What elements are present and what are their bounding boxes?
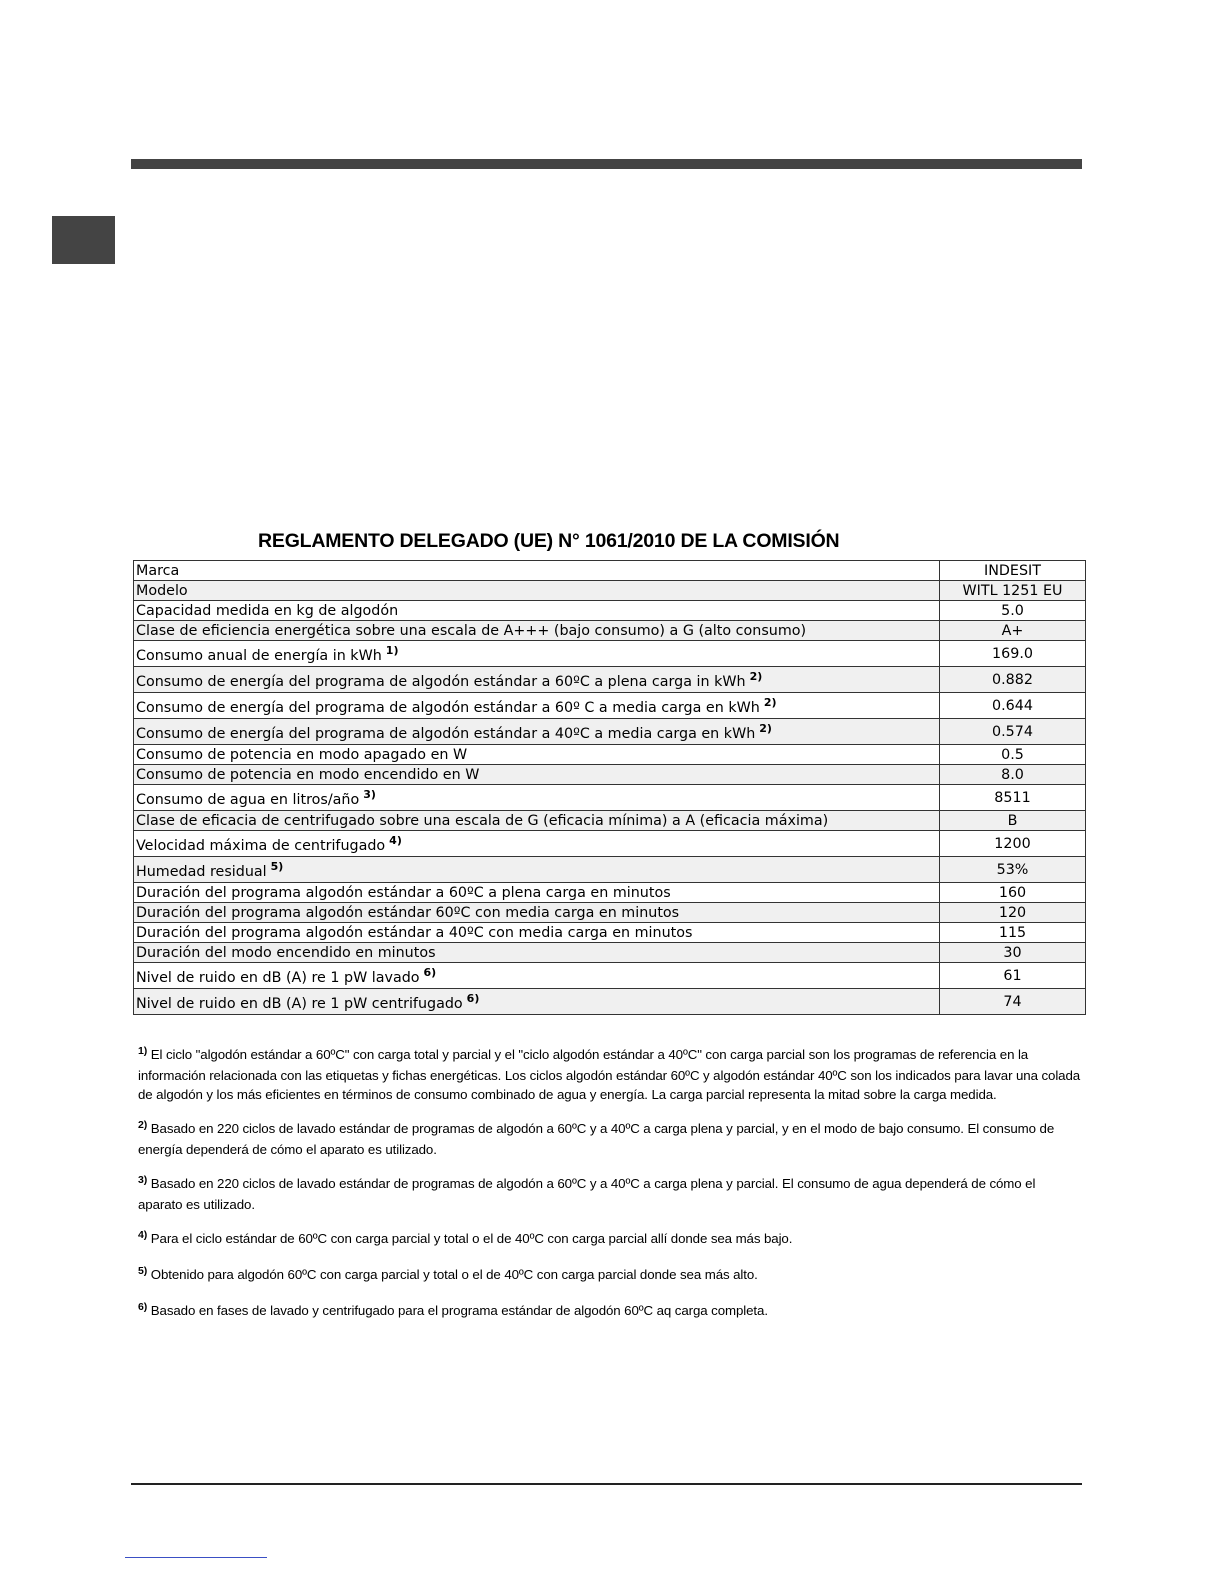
table-row — [134, 883, 1086, 903]
footnote-mark: 2) — [138, 1119, 148, 1131]
footnote-text: Basado en 220 ciclos de lavado estándar de programas de algodón a 60ºC y a 40ºC a carga plena y parcial, y en el modo de bajo consumo. El consumo de energía dependerá de cómo el aparato es utilizado. — [138, 1121, 1055, 1157]
row-label: Humedad residual $^{5)}$ — [134, 857, 940, 883]
footnote — [138, 1265, 1083, 1286]
row-value: 1200 — [940, 831, 1086, 857]
footnote-mark: 4) — [138, 1229, 148, 1241]
row-label: Nivel de ruido en dB (A) re 1 pW centrifugado $^{6)}$ — [134, 989, 940, 1015]
row-value: WITL 1251 EU — [940, 581, 1086, 601]
row-label: Nivel de ruido en dB (A) re 1 pW lavado $^{6)}$ — [134, 963, 940, 989]
footnote — [138, 1119, 1083, 1159]
footnote — [138, 1045, 1083, 1104]
row-value: 120 — [940, 903, 1086, 923]
row-label: Capacidad medida en kg de algodón — [134, 601, 940, 621]
table-row — [134, 621, 1086, 641]
table-row — [134, 963, 1086, 989]
row-value: 8511 — [940, 785, 1086, 811]
row-value: 74 — [940, 989, 1086, 1015]
row-label: Consumo de energía del programa de algodón estándar a 60º C a media carga en kWh $^{2)}$ — [134, 693, 940, 719]
row-value: 5.0 — [940, 601, 1086, 621]
row-label: Consumo anual de energía in kWh $^{1)}$ — [134, 641, 940, 667]
row-value: A+ — [940, 621, 1086, 641]
footnote-mark: 5) — [138, 1265, 148, 1277]
row-label: Velocidad máxima de centrifugado $^{4)}$ — [134, 831, 940, 857]
row-label: Consumo de agua en litros/año $^{3)}$ — [134, 785, 940, 811]
table-row — [134, 811, 1086, 831]
table-row — [134, 785, 1086, 811]
footnote-ref: 6) — [423, 966, 437, 979]
footnote-ref: 1) — [385, 644, 399, 657]
regulation-title: REGLAMENTO DELEGADO (UE) N° 1061/2010 DE LA COMISIÓN — [258, 530, 840, 552]
table-row — [134, 765, 1086, 785]
row-label: Consumo de energía del programa de algodón estándar a 40ºC a media carga en kWh $^{2)}$ — [134, 719, 940, 745]
energy-spec-table — [133, 560, 1086, 1015]
footer-rule — [131, 1483, 1082, 1485]
row-label: Marca — [134, 561, 940, 581]
row-label: Consumo de energía del programa de algodón estándar a 60ºC a plena carga in kWh $^{2)}$ — [134, 667, 940, 693]
table-row — [134, 923, 1086, 943]
row-label: Duración del programa algodón estándar a 60ºC a plena carga en minutos — [134, 883, 940, 903]
row-label: Duración del modo encendido en minutos — [134, 943, 940, 963]
table-row — [134, 601, 1086, 621]
row-value: 0.644 — [940, 693, 1086, 719]
table-row — [134, 943, 1086, 963]
row-label: Duración del programa algodón estándar a 40ºC con media carga en minutos — [134, 923, 940, 943]
row-label: Clase de eficiencia energética sobre una escala de A+++ (bajo consumo) a G (alto consumo) — [134, 621, 940, 641]
row-value: 0.5 — [940, 745, 1086, 765]
footnote — [138, 1301, 1083, 1322]
footnote-text: El ciclo "algodón estándar a 60ºC" con carga total y parcial y el "ciclo algodón estándar a 40ºC" con carga parcial son los programas de referencia en la información relacionada con las etiquetas y fichas energéticas. Los ciclos algodón estándar 60ºC y algodón estándar 40ºC son los indicados para lavar una colada de algodón y los más eficientes en términos de consumo combinado de agua y energía. La carga parcial representa la mitad sobre la carga medida. — [138, 1047, 1081, 1102]
row-label: Consumo de potencia en modo encendido en W — [134, 765, 940, 785]
row-value: 169.0 — [940, 641, 1086, 667]
row-value: INDESIT — [940, 561, 1086, 581]
row-label: Modelo — [134, 581, 940, 601]
table-row — [134, 745, 1086, 765]
row-value: 8.0 — [940, 765, 1086, 785]
table-row — [134, 719, 1086, 745]
footnote-mark: 1) — [138, 1045, 148, 1057]
footnote — [138, 1174, 1083, 1214]
language-tab-marker — [52, 216, 115, 264]
row-value: 0.574 — [940, 719, 1086, 745]
footnote-mark: 6) — [138, 1301, 148, 1313]
footnotes — [138, 1045, 1083, 1337]
row-value: 53% — [940, 857, 1086, 883]
row-value: 30 — [940, 943, 1086, 963]
table-row — [134, 667, 1086, 693]
footer-link-underline — [125, 1557, 267, 1558]
row-label: Consumo de potencia en modo apagado en W — [134, 745, 940, 765]
footnote-text: Basado en 220 ciclos de lavado estándar de programas de algodón a 60ºC y a 40ºC a carga plena y parcial. El consumo de agua dependerá de cómo el aparato es utilizado. — [138, 1176, 1036, 1212]
table-row — [134, 581, 1086, 601]
footnote-ref: 2) — [763, 696, 777, 709]
footnote-ref: 2) — [749, 670, 763, 683]
table-row — [134, 561, 1086, 581]
header-rule — [131, 159, 1082, 169]
footnote-text: Obtenido para algodón 60ºC con carga parcial y total o el de 40ºC con carga parcial donde sea más alto. — [150, 1267, 758, 1282]
row-value: B — [940, 811, 1086, 831]
table-row — [134, 693, 1086, 719]
footnote-ref: 3) — [363, 788, 376, 801]
row-value: 115 — [940, 923, 1086, 943]
footnote-ref: 2) — [759, 722, 772, 735]
footnote-mark: 3) — [138, 1174, 148, 1186]
footnote-ref: 4) — [389, 834, 402, 847]
table-row — [134, 989, 1086, 1015]
row-label: Duración del programa algodón estándar 60ºC con media carga en minutos — [134, 903, 940, 923]
footnote-ref: 5) — [270, 860, 284, 873]
table-row — [134, 831, 1086, 857]
row-value: 160 — [940, 883, 1086, 903]
table-row — [134, 903, 1086, 923]
row-value: 0.882 — [940, 667, 1086, 693]
row-value: 61 — [940, 963, 1086, 989]
footnote-text: Basado en fases de lavado y centrifugado para el programa estándar de algodón 60ºC aq carga completa. — [150, 1303, 768, 1318]
footnote — [138, 1229, 1083, 1250]
table-row — [134, 641, 1086, 667]
table-row — [134, 857, 1086, 883]
row-label: Clase de eficacia de centrifugado sobre una escala de G (eficacia mínima) a A (eficacia máxima) — [134, 811, 940, 831]
footnote-ref: 6) — [466, 992, 480, 1005]
footnote-text: Para el ciclo estándar de 60ºC con carga parcial y total o el de 40ºC con carga parcial allí donde sea más bajo. — [150, 1231, 793, 1246]
